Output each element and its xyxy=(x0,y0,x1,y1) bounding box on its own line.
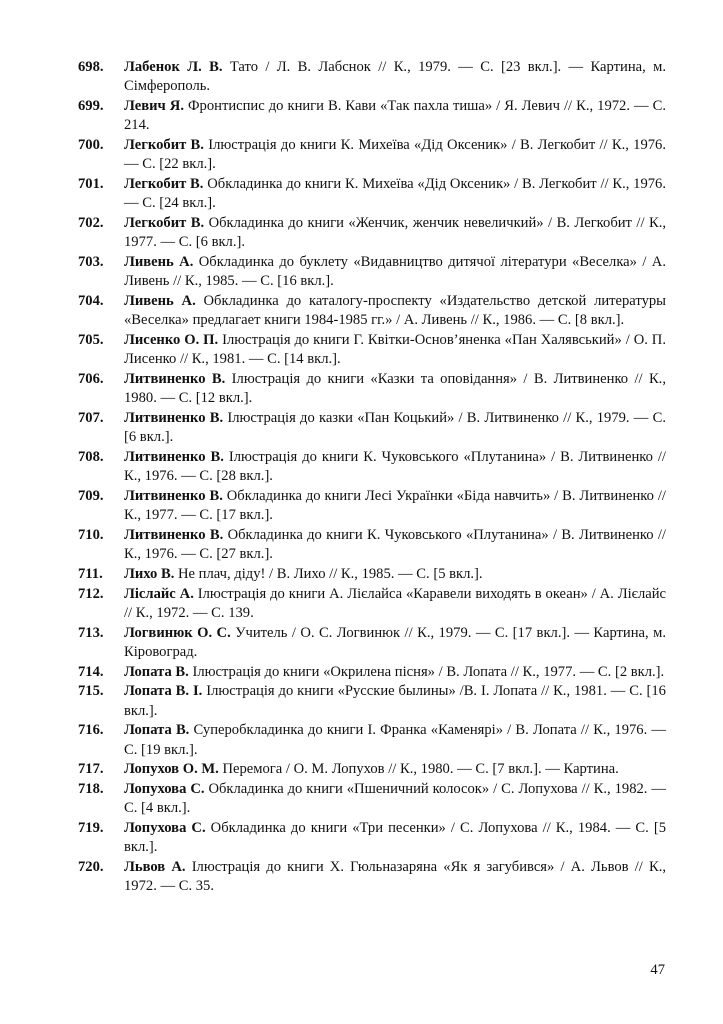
entry-author: Лабенок Л. В. xyxy=(124,59,223,75)
entry-author: Лопата В. xyxy=(124,722,190,739)
entry-number: 706. xyxy=(78,371,104,387)
bibliography-entry xyxy=(78,253,666,292)
entry-description: Обкладинка до книги К. Михеїва «Дід Оксеник» / В. Легкобит // К., 1976. — С. [24 вкл.]. xyxy=(124,176,666,212)
entry-number: 714. xyxy=(78,663,104,680)
entry-author: Лопухова С. xyxy=(124,780,205,797)
entry-description: Ілюстрація до книги А. Лієлайса «Каравели виходять в океан» / А. Лієлайс // К., 1972. — С. 139. xyxy=(124,585,666,621)
bibliography-entry xyxy=(78,487,666,526)
entry-text xyxy=(124,624,666,663)
entry-number: 710. xyxy=(78,527,104,543)
entry-text xyxy=(124,175,666,214)
entry-number: 698. xyxy=(78,59,104,75)
bibliography-entry xyxy=(78,370,666,409)
entry-number: 702. xyxy=(78,215,104,231)
entry-description: Обкладинка до буклету «Видавництво дитячої літератури «Веселка» / А. Ливень // К., 1985. — С. [16 вкл.]. xyxy=(124,254,666,290)
entry-text xyxy=(124,721,666,760)
entry-text xyxy=(124,97,666,136)
bibliography-entry xyxy=(78,780,666,819)
entry-description: Обкладинка до книги «Женчик, женчик невеличкий» / В. Легкобит // К., 1977. — С. [6 вкл.]. xyxy=(124,215,667,251)
entry-text xyxy=(124,819,666,858)
entry-description: Ілюстрація до книги Х. Гюльназаряна «Як я загубився» / А. Львов // К., 1972. — С. 35. xyxy=(124,858,666,895)
page-number: 47 xyxy=(650,962,665,978)
entry-author: Лисенко О. П. xyxy=(124,332,219,348)
entry-description: Суперобкладинка до книги І. Франка «Каменярі» / В. Лопата // К., 1976. — С. [19 вкл.]. xyxy=(124,722,666,758)
entry-author: Львов А. xyxy=(124,858,186,875)
entry-author: Логвинюк О. С. xyxy=(124,624,231,641)
entry-number: 700. xyxy=(78,137,104,153)
entry-description: Обкладинка до книги «Три песенки» / С. Лопухова // К., 1984. — С. [5 вкл.]. xyxy=(124,819,666,856)
bibliography-entry xyxy=(78,624,666,663)
bibliography-entry xyxy=(78,858,666,897)
entry-text xyxy=(124,526,666,565)
entry-description: Ілюстрація до книги «Окрилена пісня» / В. Лопата // К., 1977. — С. [2 вкл.]. xyxy=(192,663,665,680)
entry-text xyxy=(124,780,666,819)
entry-text xyxy=(124,487,666,526)
bibliography-entry xyxy=(78,565,666,584)
entry-description: Ілюстрація до книги Г. Квітки-Основ’яненка «Пан Халявський» / О. П. Лисенко // К., 1981. — С. [14 вкл.]. xyxy=(124,332,666,368)
bibliography-entry xyxy=(78,526,666,565)
entry-author: Литвиненко В. xyxy=(124,488,223,504)
entry-number: 719. xyxy=(78,819,104,836)
entry-author: Лихо В. xyxy=(124,566,175,582)
entry-text xyxy=(124,370,666,409)
entry-description: Ілюстрація до книги К. Михеїва «Дід Оксеник» / В. Легкобит // К., 1976. — С. [22 вкл.]. xyxy=(124,137,666,173)
entry-description: Ілюстрація до книги К. Чуковського «Плутанина» / В. Литвиненко // К., 1976. — С. [28 вкл.]. xyxy=(124,449,666,485)
entry-number: 703. xyxy=(78,254,104,270)
entry-number: 711. xyxy=(78,566,103,582)
entry-number: 718. xyxy=(78,780,104,797)
entry-author: Левич Я. xyxy=(124,98,184,114)
entry-description: Перемога / О. М. Лопухов // К., 1980. — С. [7 вкл.]. — Картина. xyxy=(222,761,619,778)
entry-author: Ливень А. xyxy=(124,254,194,270)
entry-description: Ілюстрація до книги «Русские былины» /В. І. Лопата // К., 1981. — С. [16 вкл.]. xyxy=(124,683,666,719)
bibliography-entry xyxy=(78,331,666,370)
bibliography-entry xyxy=(78,58,666,97)
entry-description: Обкладинка до книги Лесі Українки «Біда навчить» / В. Литвиненко // К., 1977. — С. [17 вкл.]. xyxy=(124,488,666,524)
entry-author: Ливень А. xyxy=(124,293,196,309)
bibliography-entry xyxy=(78,682,666,721)
entry-text xyxy=(124,858,666,897)
entry-number: 705. xyxy=(78,332,104,348)
bibliography-entry xyxy=(78,760,666,779)
bibliography-entry xyxy=(78,448,666,487)
bibliography-entry xyxy=(78,585,666,624)
entry-description: Не плач, діду! / В. Лихо // К., 1985. — С. [5 вкл.]. xyxy=(178,566,483,582)
entry-text xyxy=(124,409,666,448)
bibliography-entry xyxy=(78,409,666,448)
entry-number: 715. xyxy=(78,683,104,700)
entry-author: Легкобит В. xyxy=(124,215,205,231)
entry-number: 704. xyxy=(78,293,104,309)
entry-number: 707. xyxy=(78,410,104,426)
entry-number: 717. xyxy=(78,761,104,778)
entry-text xyxy=(124,136,666,175)
bibliography-entry xyxy=(78,97,666,136)
bibliography-list xyxy=(78,58,666,897)
entry-author: Литвиненко В. xyxy=(124,371,226,387)
entry-text xyxy=(124,760,666,779)
entry-text xyxy=(124,253,666,292)
entry-text xyxy=(124,585,666,624)
bibliography-entry xyxy=(78,136,666,175)
bibliography-entry xyxy=(78,214,666,253)
entry-description: Обкладинка до книги «Пшеничний колосок» / С. Лопухова // К., 1982. — С. [4 вкл.]. xyxy=(124,780,666,817)
entry-author: Лопата В. xyxy=(124,663,189,680)
entry-description: Ілюстрація до казки «Пан Коцький» / В. Литвиненко // К., 1979. — С. [6 вкл.]. xyxy=(124,410,666,446)
entry-number: 699. xyxy=(78,98,104,114)
entry-text xyxy=(124,214,666,253)
entry-description: Учитель / О. С. Логвинюк // К., 1979. — С. [17 вкл.]. — Картина, м. Кіровоград. xyxy=(124,624,666,660)
entry-number: 716. xyxy=(78,722,104,739)
entry-author: Легкобит В. xyxy=(124,176,204,192)
bibliography-entry xyxy=(78,819,666,858)
entry-number: 708. xyxy=(78,449,104,465)
entry-number: 712. xyxy=(78,585,104,602)
entry-author: Ліслайс А. xyxy=(124,585,194,602)
entry-author: Лопата В. І. xyxy=(124,683,203,700)
entry-author: Литвиненко В. xyxy=(124,449,224,465)
entry-description: Фронтиспис до книги В. Кави «Так пахла тиша» / Я. Левич // К., 1972. — С. 214. xyxy=(124,98,667,134)
bibliography-entry xyxy=(78,175,666,214)
entry-text xyxy=(124,565,666,584)
entry-number: 709. xyxy=(78,488,104,504)
entry-description: Ілюстрація до книги «Казки та оповідання» / В. Литвиненко // К., 1980. — С. [12 вкл.]. xyxy=(124,371,666,407)
bibliography-entry xyxy=(78,721,666,760)
entry-text xyxy=(124,663,666,682)
entry-description: Обкладинка до книги К. Чуковського «Плутанина» / В. Литвиненко // К., 1976. — С. [27 вкл.]. xyxy=(124,527,666,563)
entry-number: 713. xyxy=(78,624,104,641)
entry-description: Обкладинка до каталогу-проспекту «Издательство детской литературы «Веселка» предлагает книги 1984-1985 гг.» / А. Ливень // К., 1986. — С. [8 вкл.]. xyxy=(124,293,666,329)
entry-number: 701. xyxy=(78,176,104,192)
entry-text xyxy=(124,292,666,331)
entry-author: Лопухов О. М. xyxy=(124,761,219,778)
entry-number: 720. xyxy=(78,858,104,875)
entry-author: Лопухова С. xyxy=(124,819,206,836)
bibliography-entry xyxy=(78,663,666,682)
entry-text xyxy=(124,331,666,370)
bibliography-entry xyxy=(78,292,666,331)
entry-author: Легкобит В. xyxy=(124,137,204,153)
entry-text xyxy=(124,682,666,721)
entry-description: Тато / Л. В. Лабснок // К., 1979. — С. [23 вкл.]. — Картина, м. Сімферополь. xyxy=(124,59,666,95)
entry-author: Литвиненко В. xyxy=(124,410,224,426)
entry-author: Литвиненко В. xyxy=(124,527,224,543)
entry-text xyxy=(124,58,666,97)
entry-text xyxy=(124,448,666,487)
